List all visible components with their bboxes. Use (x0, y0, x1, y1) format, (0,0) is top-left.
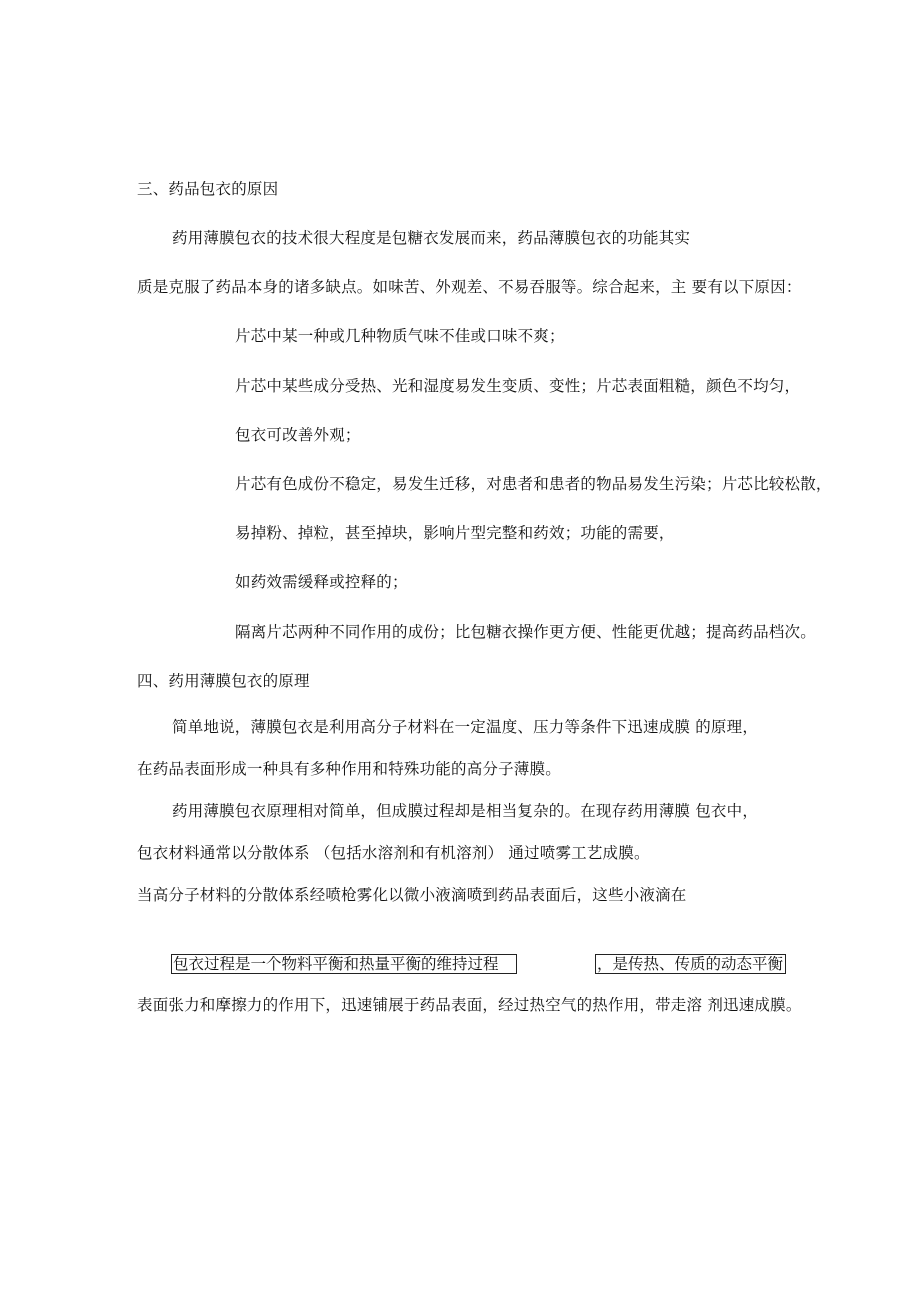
paragraph-line: 包衣材料通常以分散体系 （包括水溶剂和有机溶剂） 通过喷雾工艺成膜。 (137, 844, 650, 862)
paragraph-line: 当高分子材料的分散体系经喷枪雾化以微小液滴喷到药品表面后，这些小液滴在 (137, 886, 687, 904)
paragraph-line: 在药品表面形成一种具有多种作用和特殊功能的高分子薄膜。 (137, 760, 561, 778)
section-heading-3: 三、药品包衣的原因 (137, 180, 279, 198)
list-item: 片芯中某些成分受热、光和湿度易发生变质、变性；片芯表面粗糙，颜色不均匀， (235, 377, 801, 395)
paragraph-line: 表面张力和摩擦力的作用下，迅速铺展于药品表面，经过热空气的热作用，带走溶 剂迅速成膜。 (137, 996, 802, 1014)
list-item: 片芯中某一种或几种物质气味不佳或口味不爽； (235, 327, 565, 345)
paragraph-line: 药用薄膜包衣原理相对简单，但成膜过程却是相当复杂的。在现存药用薄膜 包衣中， (172, 802, 759, 820)
paragraph-line: 药用薄膜包衣的技术很大程度是包糖衣发展而来，药品薄膜包衣的功能其实 (172, 229, 691, 247)
list-item: 隔离片芯两种不同作用的成份；比包糖衣操作更方便、性能更优越；提高药品档次。 (235, 623, 816, 641)
list-item: 如药效需缓释或控释的； (235, 573, 408, 591)
paragraph-line: 简单地说，薄膜包衣是利用高分子材料在一定温度、压力等条件下迅速成膜 的原理， (172, 718, 759, 736)
section-heading-4: 四、药用薄膜包衣的原理 (137, 672, 310, 690)
paragraph-line: 质是克服了药品本身的诸多缺点。如味苦、外观差、不易吞服等。综合起来，主 要有以下原因： (137, 278, 802, 296)
list-item: 易掉粉、掉粒，甚至掉块，影响片型完整和药效；功能的需要， (235, 524, 675, 542)
list-item: 包衣可改善外观； (235, 426, 361, 444)
boxed-text-right: ，是传热、传质的动态平衡 (595, 954, 786, 974)
boxed-text-left: 包衣过程是一个物料平衡和热量平衡的维持过程 (171, 954, 517, 974)
list-item: 片芯有色成份不稳定，易发生迁移，对患者和患者的物品易发生污染；片芯比较松散， (235, 475, 832, 493)
